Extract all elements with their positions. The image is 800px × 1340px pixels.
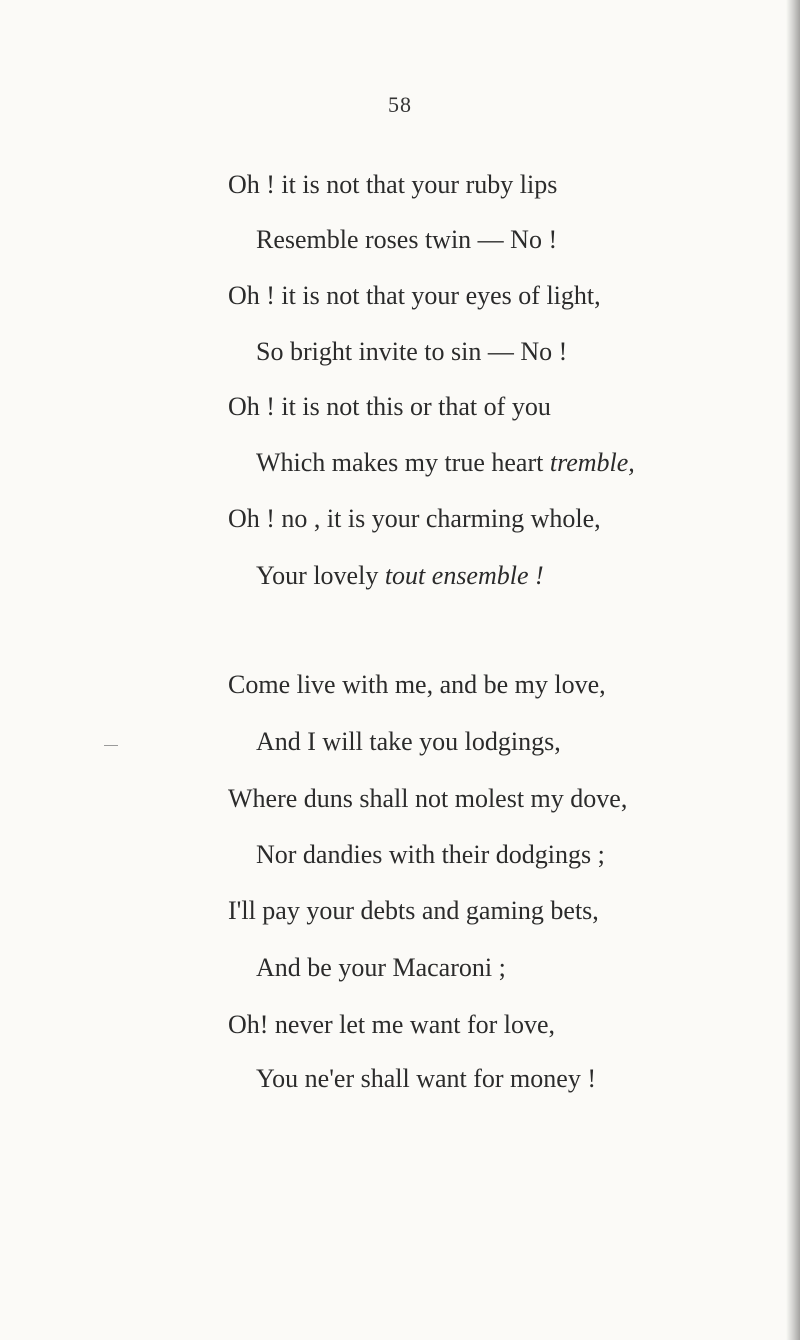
poem-line: Oh ! no , it is your charming whole, xyxy=(228,504,601,533)
poem-line: Where duns shall not molest my dove, xyxy=(228,784,628,813)
poem-line: Nor dandies with their dodgings ; xyxy=(256,840,605,869)
poem-line-italic: tout ensemble ! xyxy=(384,561,544,590)
poem-line-italic: tremble, xyxy=(549,448,635,477)
poem-line: I'll pay your debts and gaming bets, xyxy=(228,896,599,925)
poem-line xyxy=(256,448,635,478)
poem-line-text: Your lovely xyxy=(256,561,385,590)
poem-line: Oh! never let me want for love, xyxy=(228,1010,556,1039)
page-edge-shadow xyxy=(786,0,800,1340)
margin-mark xyxy=(104,745,118,746)
poem-line: So bright invite to sin — No ! xyxy=(256,337,568,366)
poem-line: Oh ! it is not this or that of you xyxy=(228,392,551,421)
poem-line-text: Which makes my true heart xyxy=(256,448,550,477)
poem-line: Come live with me, and be my love, xyxy=(228,670,606,699)
poem-line: And I will take you lodgings, xyxy=(256,727,561,756)
poem-line: Oh ! it is not that your ruby lips xyxy=(228,170,558,199)
poem-line: Resemble roses twin — No ! xyxy=(256,225,558,254)
poem-line: And be your Macaroni ; xyxy=(256,953,506,982)
page-number: 58 xyxy=(388,92,412,117)
poem-line: Oh ! it is not that your eyes of light, xyxy=(228,281,601,310)
poem-line: You ne'er shall want for money ! xyxy=(256,1064,596,1093)
poem-line xyxy=(256,561,544,591)
